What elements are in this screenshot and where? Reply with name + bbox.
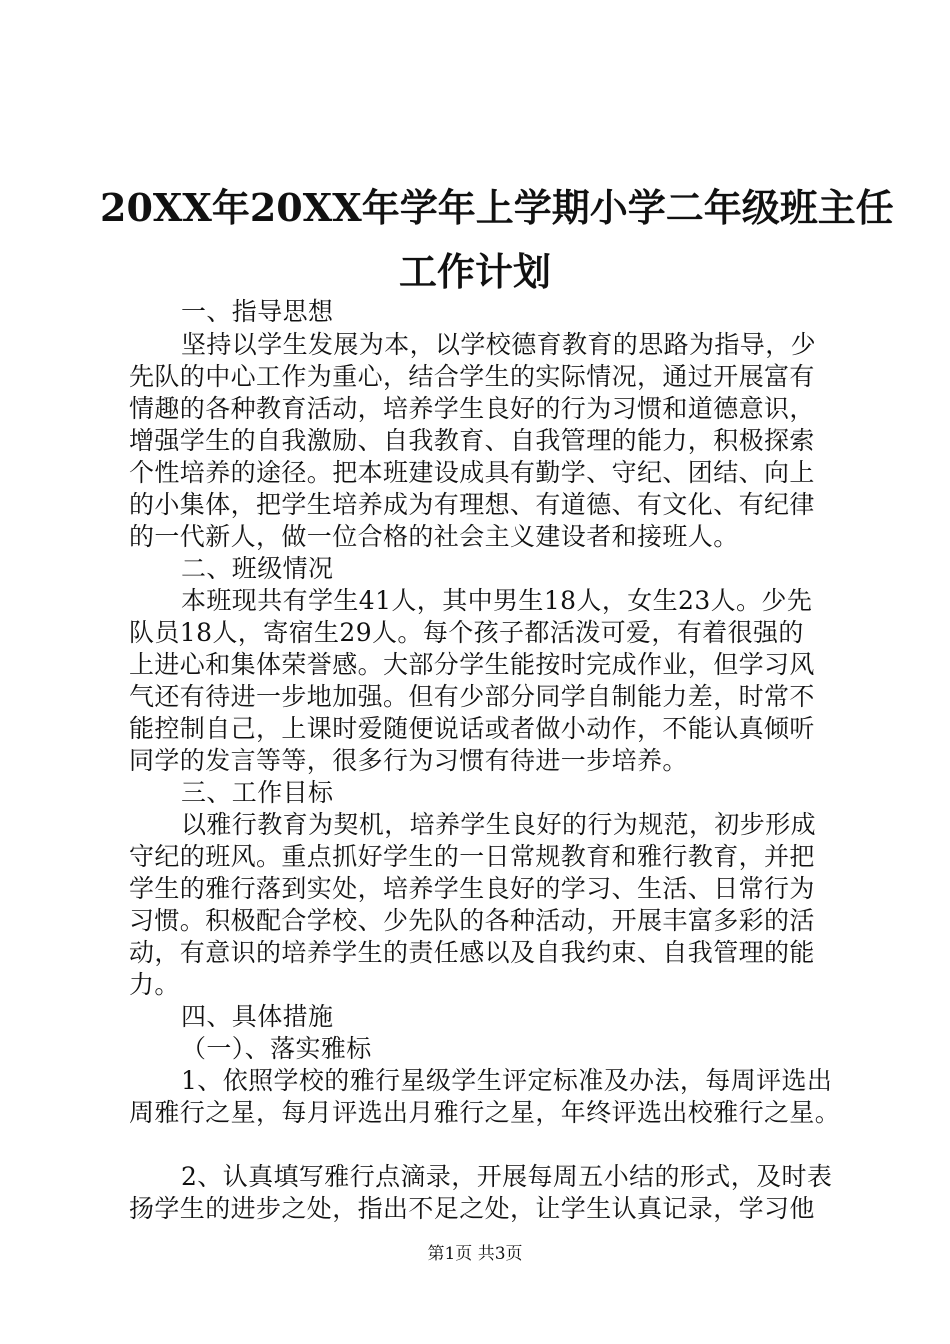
paragraph-line: 气还有待进一步地加强。但有少部分同学自制能力差，时常不 (129, 682, 815, 711)
section-heading-work-goals: 三、工作目标 (181, 778, 334, 807)
paragraph-line: 个性培养的途径。把本班建设成具有勤学、守纪、团结、向上 (129, 458, 815, 487)
page-number-footer: 第1页 共3页 (427, 1244, 523, 1264)
paragraph-line: 坚持以学生发展为本，以学校德育教育的思路为指导，少 (181, 330, 817, 359)
paragraph-line: 学生的雅行落到实处，培养学生良好的学习、生活、日常行为 (129, 874, 815, 903)
section-heading-guiding-ideology: 一、指导思想 (181, 297, 334, 326)
paragraph-line: 同学的发言等等，很多行为习惯有待进一步培养。 (129, 746, 688, 775)
paragraph-line: 扬学生的进步之处，指出不足之处，让学生认真记录，学习他 (129, 1194, 815, 1223)
paragraph-line: 增强学生的自我激励、自我教育、自我管理的能力，积极探索 (129, 426, 815, 455)
subsection-heading: （一）、落实雅标 (181, 1034, 372, 1063)
paragraph-line: 先队的中心工作为重心，结合学生的实际情况，通过开展富有 (129, 362, 815, 391)
paragraph-line: 2、认真填写雅行点滴录，开展每周五小结的形式，及时表 (181, 1162, 833, 1191)
paragraph-line: 上进心和集体荣誉感。大部分学生能按时完成作业，但学习风 (129, 650, 815, 679)
paragraph-line: 的一代新人，做一位合格的社会主义建设者和接班人。 (129, 522, 739, 551)
paragraph-line: 能控制自己，上课时爱随便说话或者做小动作，不能认真倾听 (129, 714, 815, 743)
paragraph-line: 守纪的班风。重点抓好学生的一日常规教育和雅行教育，并把 (129, 842, 815, 871)
paragraph-line: 以雅行教育为契机，培养学生良好的行为规范，初步形成 (181, 810, 817, 839)
paragraph-line: 力。 (129, 970, 180, 999)
paragraph-line: 的小集体，把学生培养成为有理想、有道德、有文化、有纪律 (129, 490, 815, 519)
paragraph-line: 1、依照学校的雅行星级学生评定标准及办法，每周评选出 (181, 1066, 833, 1095)
section-heading-class-situation: 二、班级情况 (181, 554, 334, 583)
paragraph-line: 队员18人，寄宿生29人。每个孩子都活泼可爱，有着很强的 (129, 618, 804, 647)
paragraph-line: 情趣的各种教育活动，培养学生良好的行为习惯和道德意识， (129, 394, 815, 423)
paragraph-line: 周雅行之星，每月评选出月雅行之星，年终评选出校雅行之星。 (129, 1098, 841, 1127)
paragraph-line: 动，有意识的培养学生的责任感以及自我约束、自我管理的能 (129, 938, 815, 967)
paragraph-line: 本班现共有学生41人，其中男生18人，女生23人。少先 (181, 586, 813, 615)
paragraph-line: 习惯。积极配合学校、少先队的各种活动，开展丰富多彩的活 (129, 906, 815, 935)
document-title-line-1: 20XX年20XX年学年上学期小学二年级班主任 (100, 185, 894, 230)
section-heading-specific-measures: 四、具体措施 (181, 1002, 334, 1031)
document-title-line-2: 工作计划 (398, 249, 551, 294)
